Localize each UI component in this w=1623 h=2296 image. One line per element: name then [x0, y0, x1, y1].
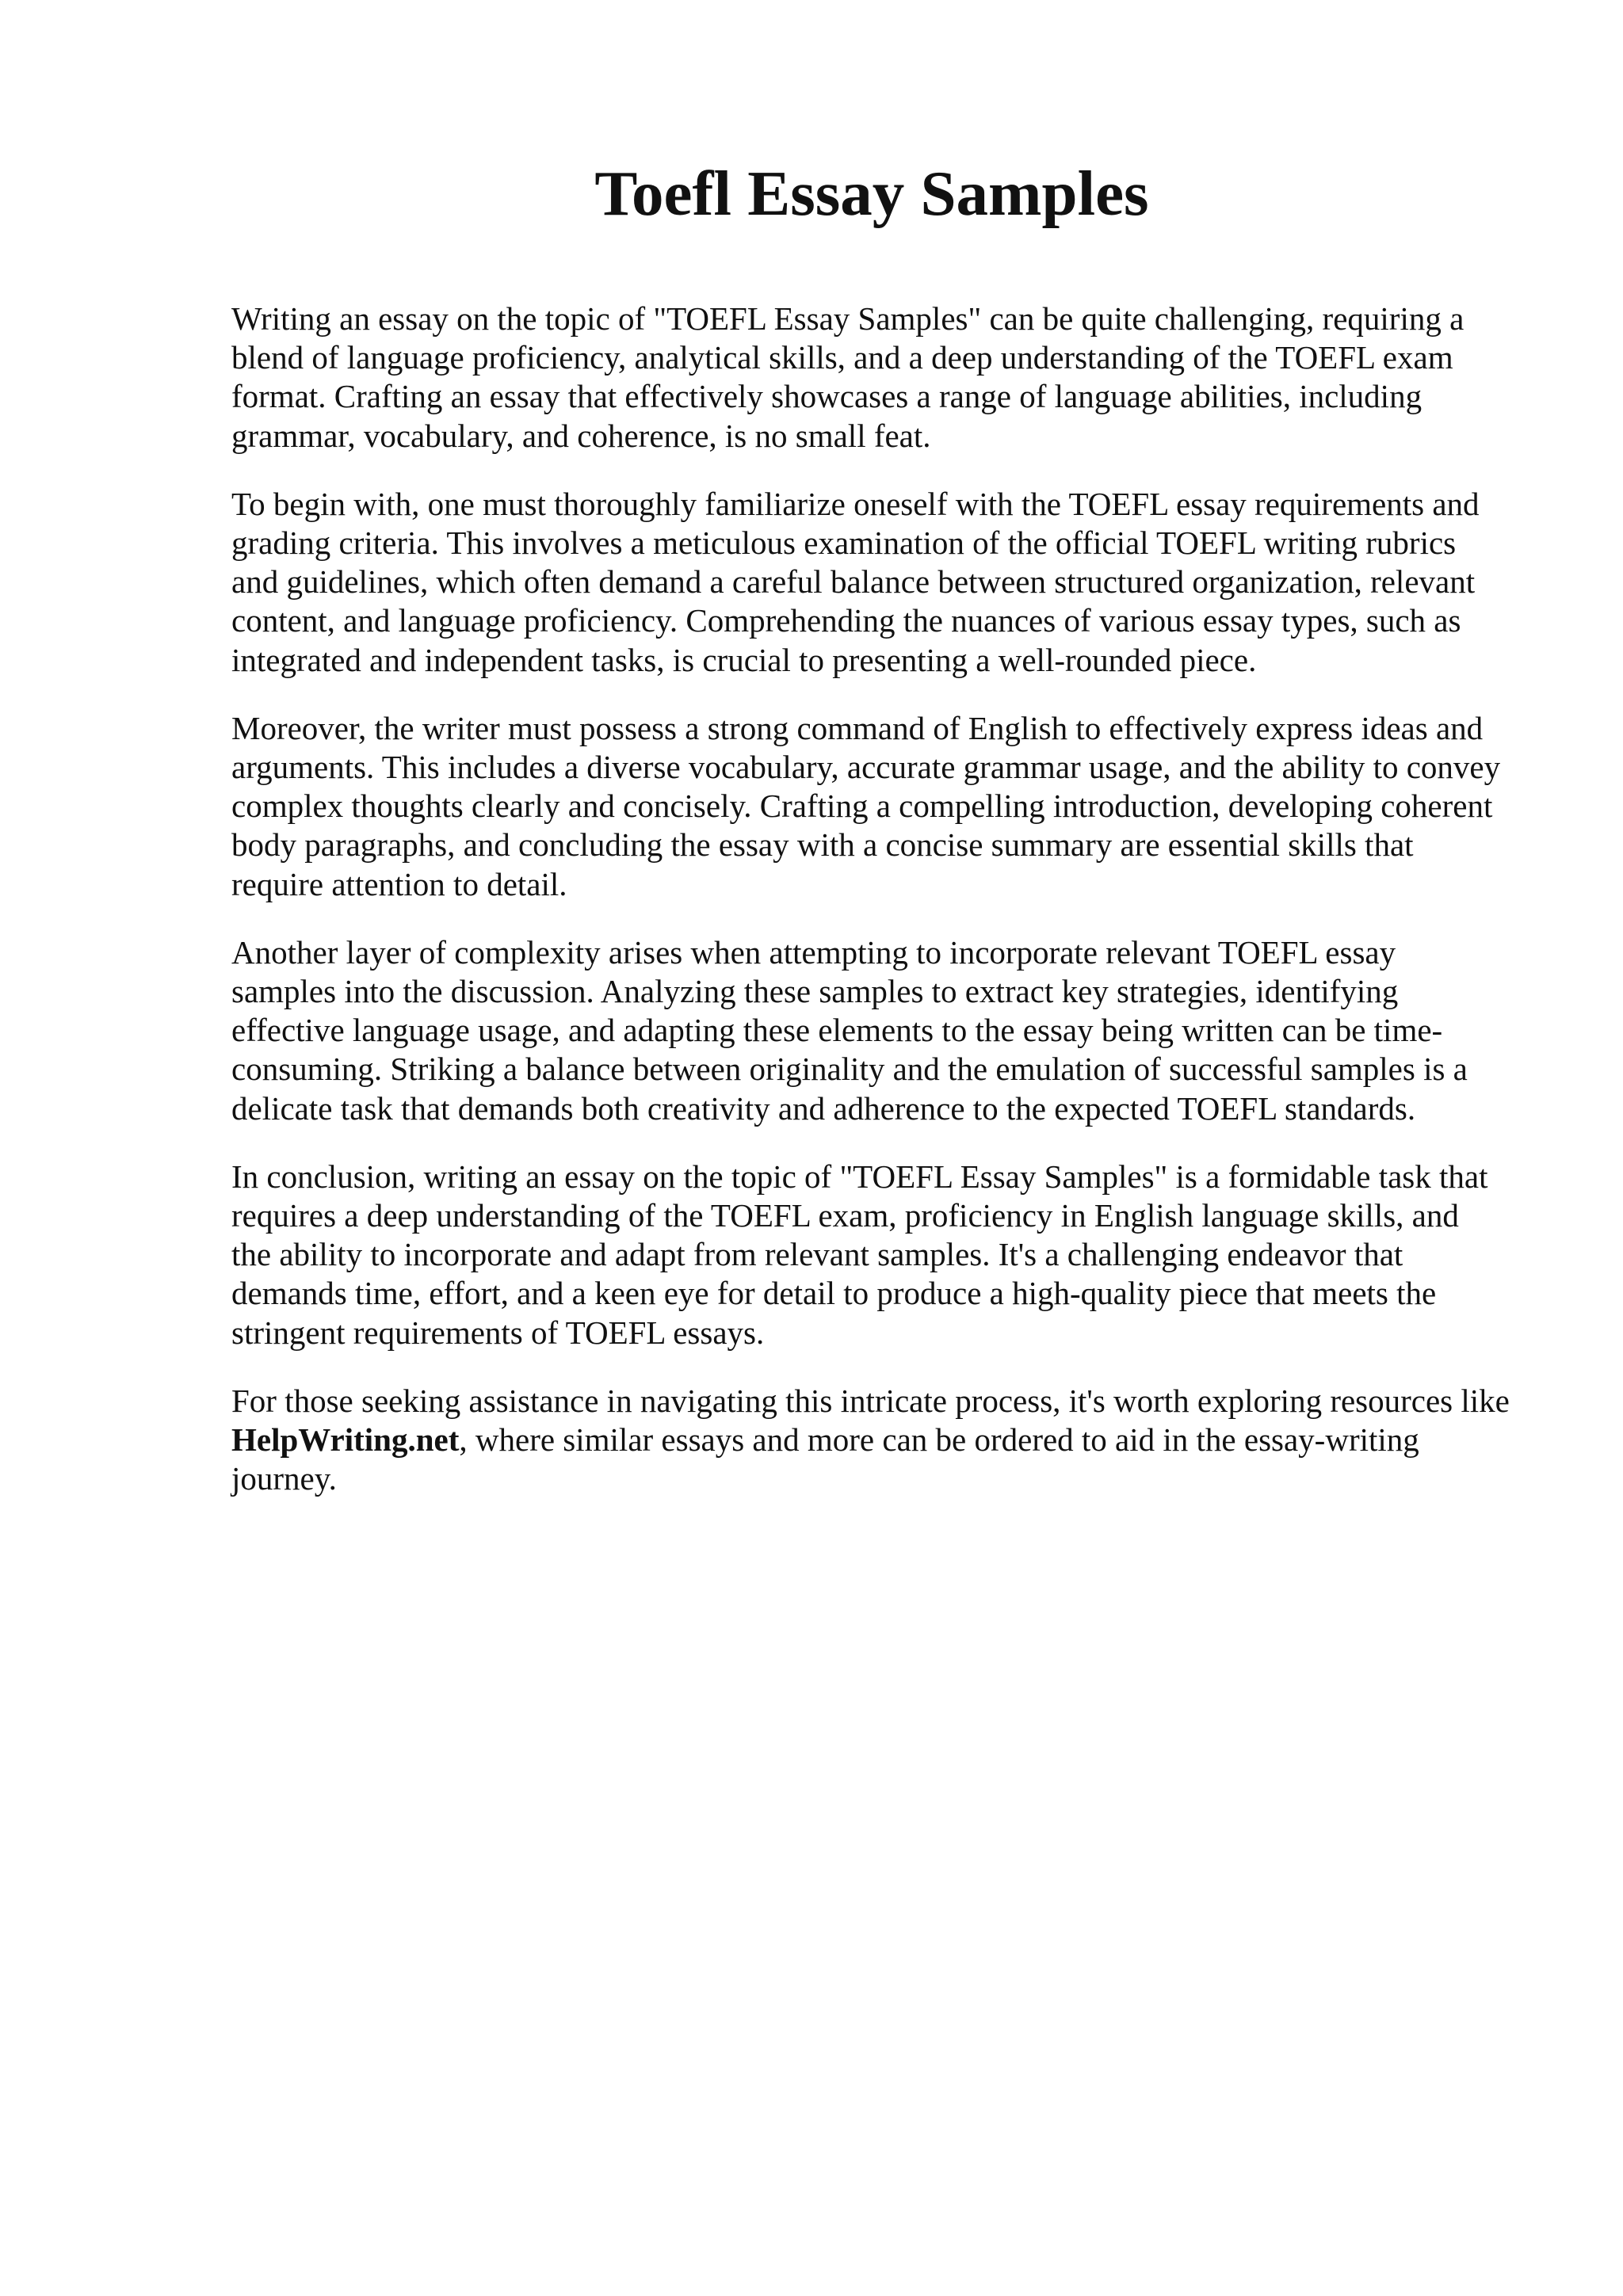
paragraph-line: effective language usage, and adapting these elements to the essay being written can be time-: [231, 1012, 1443, 1049]
paragraph-line: demands time, effort, and a keen eye for detail to produce a high-quality piece that meets the: [231, 1275, 1437, 1312]
paragraph-2: [231, 485, 1531, 680]
paragraph-line: samples into the discussion. Analyzing these samples to extract key strategies, identifying: [231, 973, 1399, 1010]
closing-paragraph: [231, 1382, 1531, 1499]
paragraph-line: In conclusion, writing an essay on the topic of "TOEFL Essay Samples" is a formidable task that: [231, 1158, 1488, 1195]
paragraph-line: Writing an essay on the topic of "TOEFL Essay Samples" can be quite challenging, requiring a: [231, 300, 1465, 337]
paragraph-line: grammar, vocabulary, and coherence, is no small feat.: [231, 417, 931, 454]
paragraph-line: integrated and independent tasks, is crucial to presenting a well-rounded piece.: [231, 641, 1257, 678]
paragraph-line: delicate task that demands both creativity and adherence to the expected TOEFL standards.: [231, 1089, 1416, 1127]
paragraph-line: require attention to detail.: [231, 865, 567, 902]
paragraph-line: [231, 1421, 1531, 1459]
paragraph-line: For those seeking assistance in navigating this intricate process, it's worth exploring resources like: [231, 1382, 1510, 1419]
helpwriting-link[interactable]: HelpWriting.net: [231, 1421, 460, 1459]
paragraph-line: the ability to incorporate and adapt from relevant samples. It's a challenging endeavor that: [231, 1236, 1403, 1273]
paragraph-line: consuming. Striking a balance between originality and the emulation of successful samples is a: [231, 1051, 1468, 1088]
closing-line-rest: , where similar essays and more can be ordered to aid in the essay-writing: [459, 1421, 1419, 1459]
paragraph-line: and guidelines, which often demand a careful balance between structured organization, relevant: [231, 563, 1476, 601]
paragraph-line: body paragraphs, and concluding the essay with a concise summary are essential skills that: [231, 826, 1414, 864]
paragraph-line: To begin with, one must thoroughly familiarize oneself with the TOEFL essay requirements and: [231, 485, 1480, 522]
paragraph-line: requires a deep understanding of the TOEFL exam, proficiency in English language skills, and: [231, 1197, 1459, 1234]
paragraph-line: journey.: [231, 1460, 337, 1497]
paragraph-5: [231, 1158, 1531, 1352]
paragraph-line: complex thoughts clearly and concisely. Crafting a compelling introduction, developing coherent: [231, 788, 1493, 825]
paragraph-line: stringent requirements of TOEFL essays.: [231, 1314, 765, 1351]
paragraph-line: Moreover, the writer must possess a strong command of English to effectively express ideas and: [231, 709, 1484, 746]
paragraph-line: Another layer of complexity arises when attempting to incorporate relevant TOEFL essay: [231, 933, 1396, 971]
paragraph-line: content, and language proficiency. Comprehending the nuances of various essay types, such as: [231, 602, 1461, 639]
page-title: Toefl Essay Samples: [594, 158, 1149, 229]
paragraph-1: [231, 299, 1531, 456]
paragraph-4: [231, 933, 1531, 1128]
paragraph-3: [231, 709, 1531, 904]
paragraph-line: arguments. This includes a diverse vocabulary, accurate grammar usage, and the ability to convey: [231, 749, 1501, 786]
document-body: [231, 299, 1531, 1527]
paragraph-line: grading criteria. This involves a meticulous examination of the official TOEFL writing rubrics: [231, 524, 1457, 562]
paragraph-line: format. Crafting an essay that effectively showcases a range of language abilities, including: [231, 378, 1423, 415]
paragraph-line: blend of language proficiency, analytical skills, and a deep understanding of the TOEFL exam: [231, 339, 1453, 376]
